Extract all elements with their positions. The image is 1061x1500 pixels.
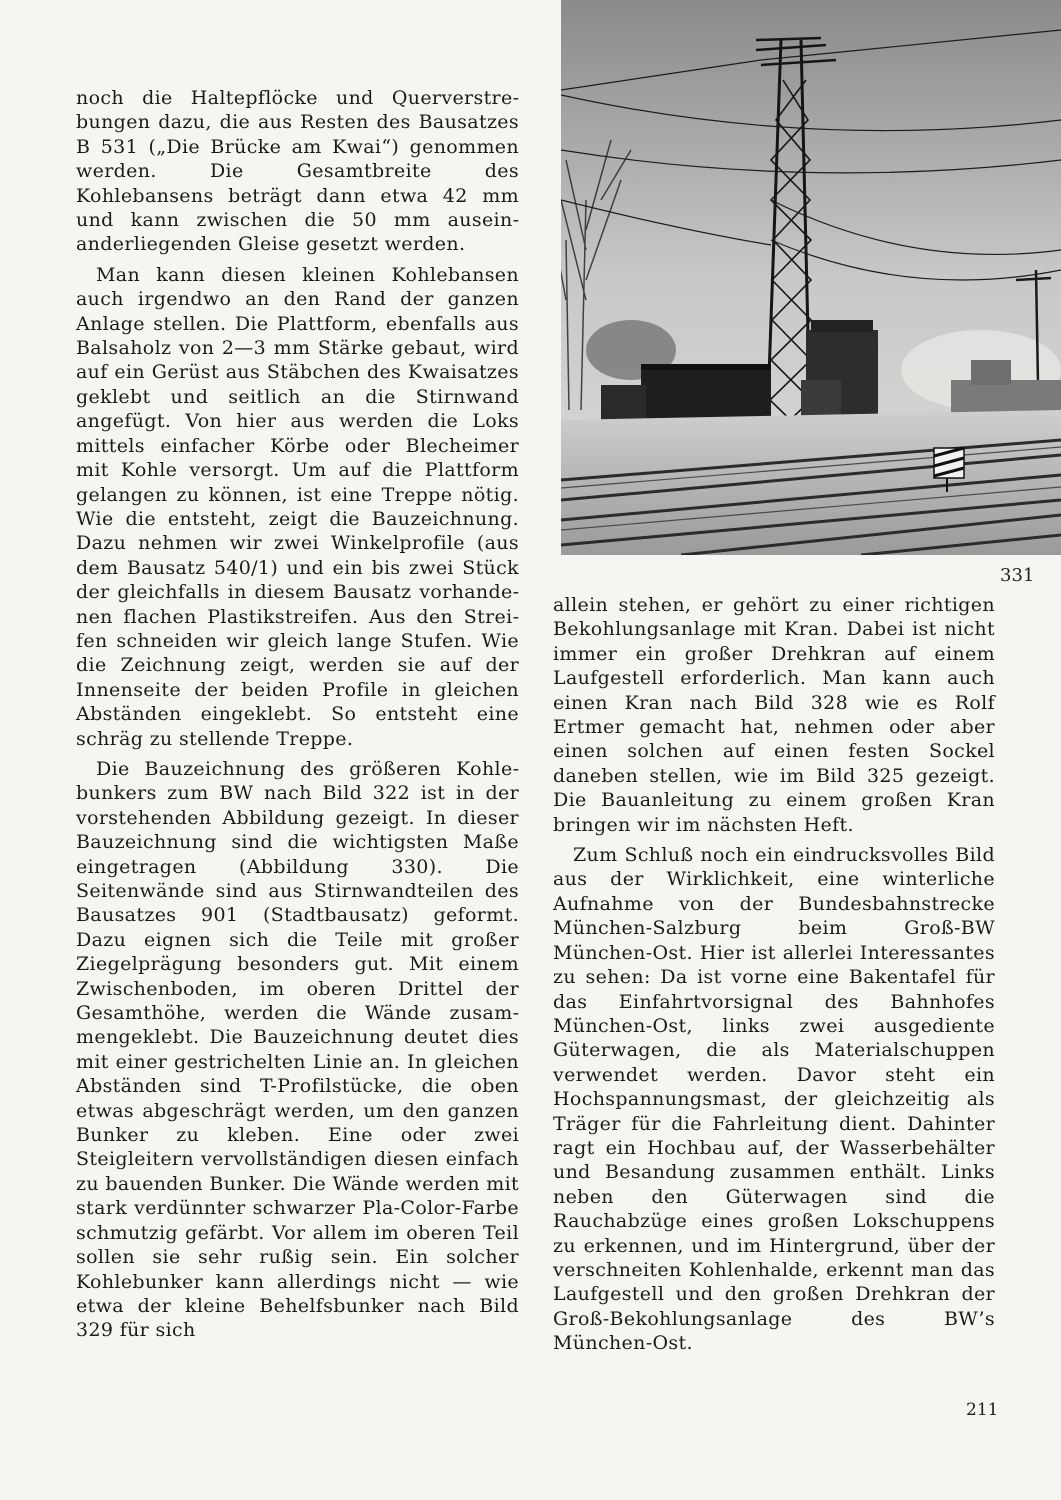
right-text-column — [553, 593, 995, 1362]
figure-number: 331 — [1000, 565, 1035, 586]
paragraph: noch die Haltepflöcke und Querverstrebungen dazu, die aus Resten des Bausatzes B 531 („Die Brücke am Kwai“) genommen werden. Die Gesamtbreite des Kohlebansens beträgt dann etwa 42 mm und kann zwischen die 50 mm auseinanderliegenden Gleise gesetzt werden. — [76, 87, 519, 256]
railway-winter-photo — [561, 0, 1061, 555]
paragraph: allein stehen, er gehört zu einer richtigen Bekohlungsanlage mit Kran. Dabei ist nicht immer ein großer Drehkran auf einem Laufgestell erforderlich. Man kann auch einen Kran nach Bild 328 wie es Rolf Ertmer gemacht hat, nehmen oder aber einen solchen auf einen festen Sockel daneben stellen, wie im Bild 325 gezeigt. Die Bauanleitung zu einem großen Kran bringen wir im nächsten Heft. — [553, 594, 995, 836]
paragraph: Die Bauzeichnung des größeren Kohlebunkers zum BW nach Bild 322 ist in der vorstehenden Abbildung gezeigt. In dieser Bauzeichnung sind die wichtigsten Maße eingetragen (Abbildung 330). Die Seitenwände sind aus Stirnwandteilen des Bausatzes 901 (Stadtbausatz) geformt. Dazu eignen sich die Teile mit großer Ziegelprägung besonders gut. Mit einem Zwischenboden, im oberen Drittel der Gesamthöhe, werden die Wände zusammengeklebt. Die Bauzeichnung deutet dies mit einer gestrichelten Linie an. In gleichen Abständen sind T-Profilstücke, die oben etwas abgeschrägt werden, um den ganzen Bunker zu kleben. Eine oder zwei Steigleitern vervollständigen diesen einfach zu bauenden Bunker. Die Wände werden mit stark verdünnter schwarzer Pla-Color-Farbe schmutzig gefärbt. Vor allem im oberen Teil sollen sie sehr rußig sein. Ein solcher Kohlebunker kann allerdings nicht — wie etwa der kleine Behelfsbunker nach Bild 329 für sich — [76, 757, 519, 1342]
paragraph: Zum Schluß noch ein eindrucksvolles Bild aus der Wirklichkeit, eine winterliche Aufnahme von der Bundesbahnstrecke München-Salzburg beim Groß-BW München-Ost. Hier ist allerlei Interessantes zu sehen: Da ist vorne eine Bakentafel für das Einfahrtvorsignal des Bahnhofes München-Ost, links zwei ausgediente Güterwagen, die als Materialschuppen verwendet werden. Davor steht ein Hochspannungsmast, der gleichzeitig als Träger für die Fahrleitung dient. Dahinter ragt ein Hochbau auf, der Wasserbehälter und Besandung zusammen enthält. Links neben den Güterwagen sind die Rauchabzüge eines großen Lokschuppens zu erkennen, und im Hintergrund, über der verschneiten Kohlenhalde, erkennt man das Laufgestell und den großen Drehkran der Groß-Bekohlungsanlage des BW’s München-Ost. — [553, 844, 995, 1355]
paragraph: Man kann diesen kleinen Kohlebansen auch irgendwo an den Rand der ganzen Anlage stellen. Die Plattform, ebenfalls aus Balsaholz von 2—3 mm Stärke gebaut, wird auf ein Gerüst aus Stäbchen des Kwaisatzes geklebt und seitlich an die Stirnwand angefügt. Von hier aus werden die Loks mittels einfacher Körbe oder Blecheimer mit Kohle versorgt. Um auf die Plattform gelangen zu können, ist eine Treppe nötig. Wie die entsteht, zeigt die Bauzeichnung. Dazu nehmen wir zwei Winkelprofile (aus dem Bausatz 540/1) und ein bis zwei Stück der gleichfalls in diesem Bausatz vorhandenen flachen Plastikstreifen. Aus den Streifen schneiden wir gleich lange Stufen. Wie die Zeichnung zeigt, werden sie auf der Innenseite der beiden Profile in gleichen Abständen eingeklebt. So entsteht eine schräg zu stellende Treppe. — [76, 263, 519, 750]
page-number: 211 — [966, 1400, 999, 1420]
left-text-column — [76, 86, 519, 1349]
